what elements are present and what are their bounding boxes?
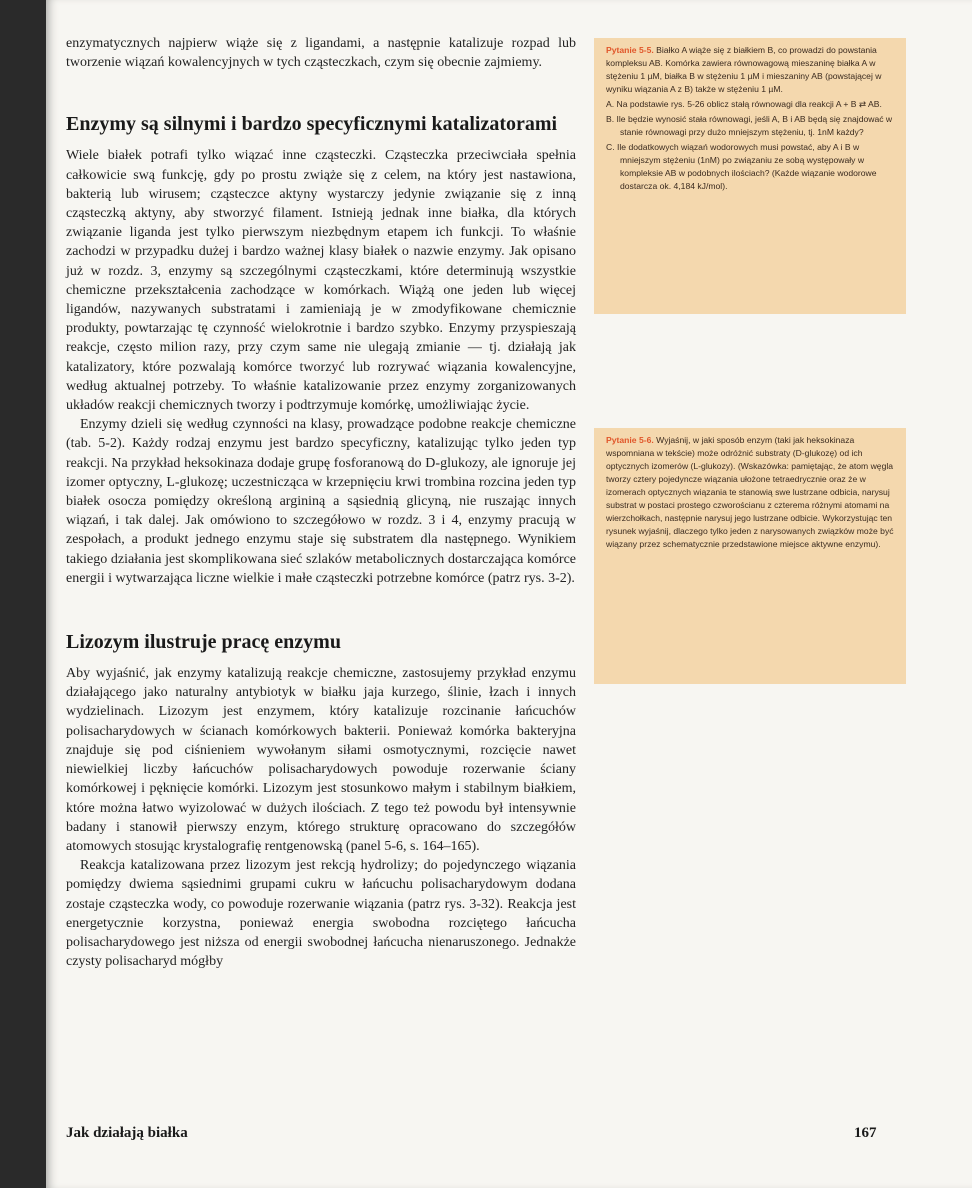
page-number: 167 [854,1125,877,1141]
book-page [46,0,972,1188]
section2-paragraph-2: Reakcja katalizowana przez lizozym jest rekcją hydrolizy; do pojedynczego wiązania pomiędzy dwiema sąsiednimi grupami cukru w łańcuchu polisacharydowym dodana zostaje cząsteczka wody, co powoduje rozerwanie wiązania (patrz rys. 3-32). Reakcja jest energetycznie korzystna, ponieważ energia swobodna rozciętego łańcucha polisacharydowego jest niższa od energii swobodnej łańcucha nienaruszonego. Jednakże czysty polisacharyd mógłby [66,858,576,970]
running-title: Jak działają białka [66,1125,188,1141]
intro-paragraph: enzymatycznych najpierw wiąże się z ligandami, a następnie katalizuje rozpad lub tworzenie wiązań kowalencyjnych w tych cząsteczkach, czym się obecnie zajmiemy. [66,36,576,71]
section1-paragraph-2: Enzymy dzieli się według czynności na klasy, prowadzące podobne reakcje chemiczne (tab. 5-2). Każdy rodzaj enzymu jest bardzo specyficzny, katalizując tylko jeden typ reakcji. Na przykład heksokinaza dodaje grupę fosforanową do D-glukozy, ale ignoruje jej izomer optyczny, L-glukozę; uczestnicząca w krzepnięciu krwi trombina rozcina jeden typ białek osocza pomiędzy określoną argininą a sąsiednią glicyną, nie ruszając innych wiązań, i tak dalej. Jak omówiono to szczegółowo w rozdz. 3 i 4, enzymy pracują w zespołach, a produkt jednego enzymu staje się substratem dla następnego. Wynikiem takiego działania jest skomplikowana sieć szlaków metabolicznych dostarczająca komórce energii i wytwarzająca liczne wielkie i małe cząsteczki potrzebne komórce (patrz rys. 3-2). [66,417,576,586]
section2-paragraph-1: Aby wyjaśnić, jak enzymy katalizują reakcje chemiczne, zastosujemy przykład enzymu działającego jako naturalny antybiotyk w białku jaja kurzego, ślinie, łzach i innych wydzielinach. Lizozym jest enzymem, który katalizuje rozcinanie łańcuchów polisacharydowych w ścianach komórkowych bakterii. Ponieważ komórka bakteryjna znajduje się pod ciśnieniem wywołanym siłami osmotycznymi, rozcięcie nawet niewielkiej liczby łańcuchów polisacharydowych powoduje rozerwanie ściany komórkowej i pęknięcie komórki. Lizozym jest stosunkowo małym i stabilnym białkiem, które można łatwo wyizolować w dużych ilościach. Z tego też powodu był intensywnie badany i stanowił pierwszy enzym, którego strukturę opracowano do szczegółów atomowych stosując krystalografię rentgenowską (panel 5-6, s. 164–165). [66,666,576,854]
question-5-5-part-c: C. Ile dodatkowych wiązań wodorowych musi powstać, aby A i B w mniejszym stężeniu (1nM) po związaniu ze sobą występowały w kompleksie AB w podobnych ilościach? (Każde wiązanie wodorowe dostarcza ok. 4,184 kJ/mol). [606,142,877,191]
section-heading-lysozyme: Lizozym ilustruje pracę enzymu [66,631,341,654]
question-box-5-6 [594,428,906,684]
question-5-5-label: Pytanie 5-5. [606,45,654,55]
section1-paragraph-1: Wiele białek potrafi tylko wiązać inne cząsteczki. Cząsteczka przeciwciała spełnia całkowicie swą funkcję, gdy po prostu zwiąże się z celem, na który jest nastawiona, bakterią lub wirusem; cząsteczce aktyny wystarczy jedynie związanie się z inną cząsteczką aktyny, aby stworzyć filament. Istnieją jednak inne białka, dla których związanie liganda jest tylko pierwszym niezbędnym etapem ich funkcji. To właśnie zachodzi w przypadku dużej i bardzo ważnej klasy białek o nazwie enzymy. Jak opisano już w rozdz. 3, enzymy są szczególnymi cząsteczkami, które determinują wszystkie chemiczne przekształcenia zachodzące w komórkach. Wiążą one jeden lub więcej ligandów, nazywanych substratami i zamieniają je w zmodyfikowane chemicznie produkty, powtarzając tę czynność wielokrotnie i bardzo szybko. Enzymy przyspieszają reakcje, często milion razy, przy czym same nie ulegają zmianie — tj. działają jak katalizatory, które pozwalają komórce tworzyć lub rozrywać wiązania kowalencyjne, według aktualnej potrzeby. To właśnie katalizowanie przez enzymy zorganizowanych układów reakcji chemicznych tworzy i podtrzymuje komórkę, umożliwiając życie. [66,148,576,414]
question-box-5-5 [594,38,906,314]
section-heading-enzymes: Enzymy są silnymi i bardzo specyficznymi katalizatorami [66,113,558,136]
question-5-5-text: Białko A wiąże się z białkiem B, co prowadzi do powstania kompleksu AB. Komórka zawiera równowagową mieszaninę białka A w stężeniu 1 µM, białka B w stężeniu 1 µM i mieszaniny AB (powstającej w wyniku wiązania A z B) także w stężeniu 1 µM. [606,45,882,94]
question-5-6-stem [606,434,896,551]
question-5-6-label: Pytanie 5-6. [606,435,654,445]
question-5-5-part-b: B. Ile będzie wynosić stała równowagi, jeśli A, B i AB będą się znajdować w stanie równowagi przy dużo mniejszym stężeniu, tj. 1nM każdy? [606,114,893,137]
page-footer [66,1125,877,1142]
question-5-5-stem [606,44,896,96]
question-5-5-part-a: A. Na podstawie rys. 5-26 oblicz stałą równowagi dla reakcji A + B ⇄ AB. [606,99,882,109]
main-column [66,34,576,971]
question-5-6-text: Wyjaśnij, w jaki sposób enzym (taki jak heksokinaza wspomniana w tekście) może odróżnić substraty (D-glukozę) od ich optycznych izomerów (L-glukozy). (Wskazówka: pamiętając, że atom węgla tworzy cztery pojedyncze wiązania ułożone tetraedrycznie oraz że w izomerach optycznych wiązania te stanowią swe lustrzane odbicia, narysuj substrat w postaci prostego czworościanu z czterema różnymi atomami na wierzchołkach, następnie narysuj jego lustrzane odbicie. Wykorzystując ten rysunek wyjaśnij, dlaczego tylko jeden z narysowanych związków może być wiązany przez schematycznie przedstawione miejsce aktywne enzymu). [606,435,894,549]
